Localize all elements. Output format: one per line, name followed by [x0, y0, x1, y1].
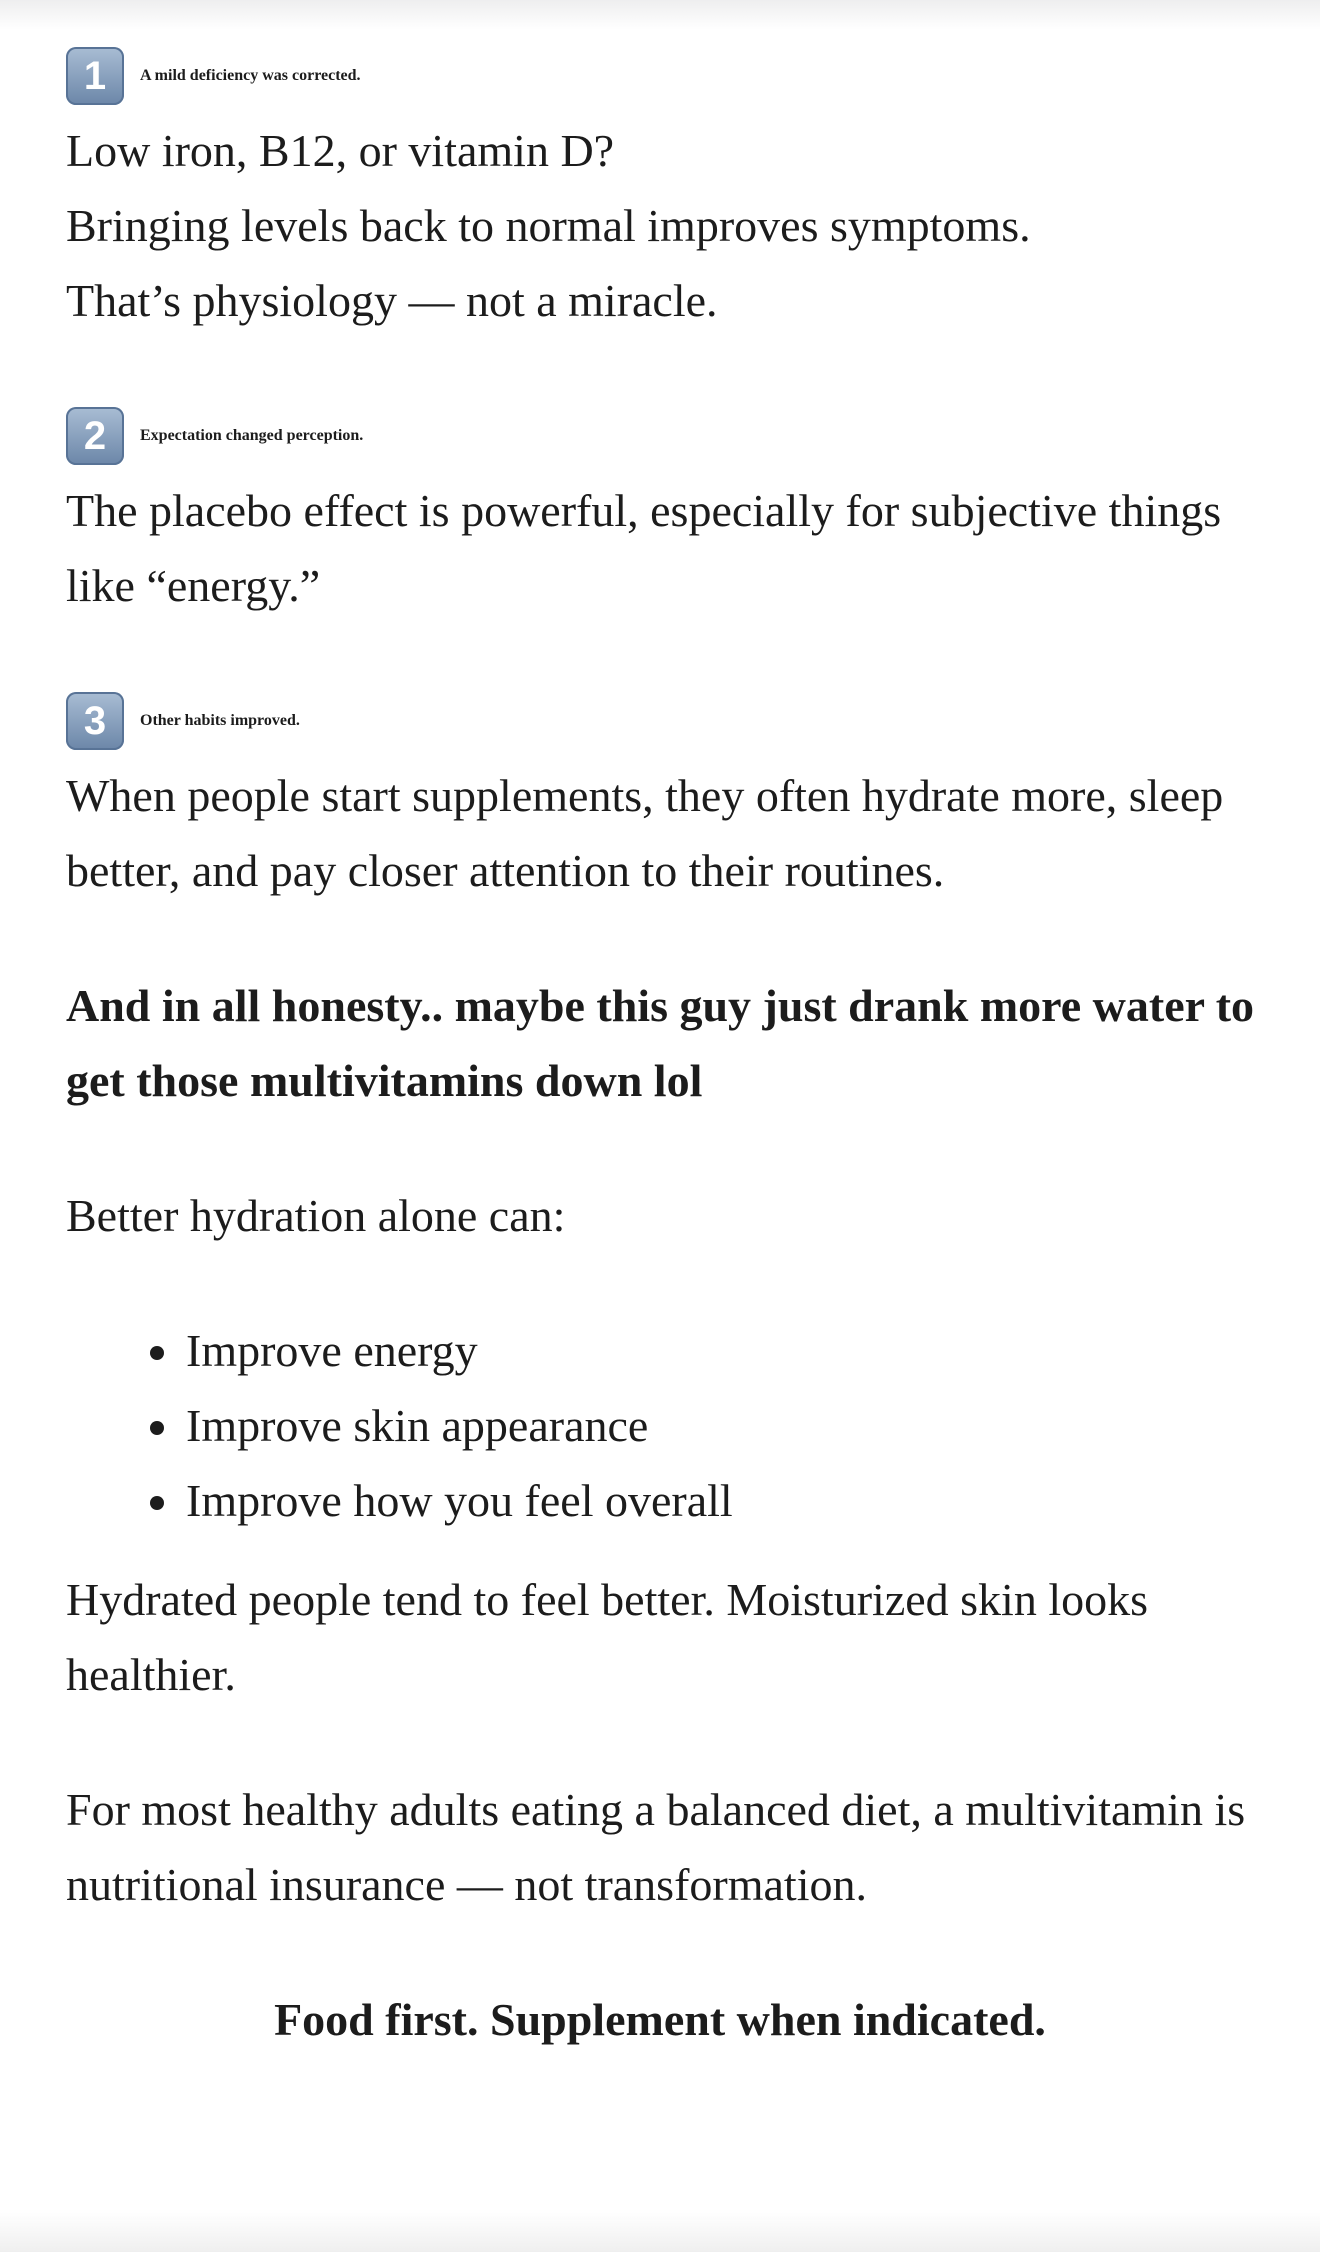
- list-item: • Improve energy: [184, 1313, 1266, 1388]
- list-item: • Improve skin appearance: [184, 1388, 1266, 1463]
- reason-1: [66, 38, 1266, 338]
- keycap-one-icon: 1: [66, 47, 124, 105]
- keycap-three-icon: 3: [66, 692, 124, 750]
- closing-line: Food first. Supplement when indicated.: [274, 1994, 1046, 2045]
- insurance-note: For most healthy adults eating a balanced diet, a multivitamin is nutritional insurance — not transformation.: [66, 1784, 1246, 1910]
- article-body: [66, 38, 1266, 2057]
- reason-title: Expectation changed perception.: [140, 426, 364, 444]
- reason-text-line: Low iron, B12, or vitamin D?: [66, 125, 615, 176]
- reason-heading: [66, 683, 1266, 758]
- honesty-note: And in all honesty.. maybe this guy just drank more water to get those multivitamins down lol: [66, 980, 1255, 1106]
- reason-3: [66, 683, 1266, 908]
- top-shadow: [0, 0, 1320, 30]
- reason-text-line: That’s physiology — not a miracle.: [66, 275, 718, 326]
- hydrated-note: Hydrated people tend to feel better. Moisturized skin looks healthier.: [66, 1574, 1149, 1700]
- reason-text: When people start supplements, they often hydrate more, sleep better, and pay closer attention to their routines.: [66, 770, 1224, 896]
- reason-2: [66, 398, 1266, 623]
- reason-text-line: Bringing levels back to normal improves symptoms.: [66, 200, 1031, 251]
- reason-title: A mild deficiency was corrected.: [140, 66, 361, 84]
- keycap-two-icon: 2: [66, 407, 124, 465]
- hydration-intro: Better hydration alone can:: [66, 1190, 566, 1241]
- reason-title: Other habits improved.: [140, 711, 300, 729]
- reason-text: The placebo effect is powerful, especially for subjective things like “energy.”: [66, 485, 1222, 611]
- list-item: • Improve how you feel overall: [184, 1463, 1266, 1538]
- reason-heading: [66, 38, 1266, 113]
- reason-heading: [66, 398, 1266, 473]
- bottom-shadow: [0, 2212, 1320, 2252]
- hydration-benefits-list: [66, 1313, 1266, 1538]
